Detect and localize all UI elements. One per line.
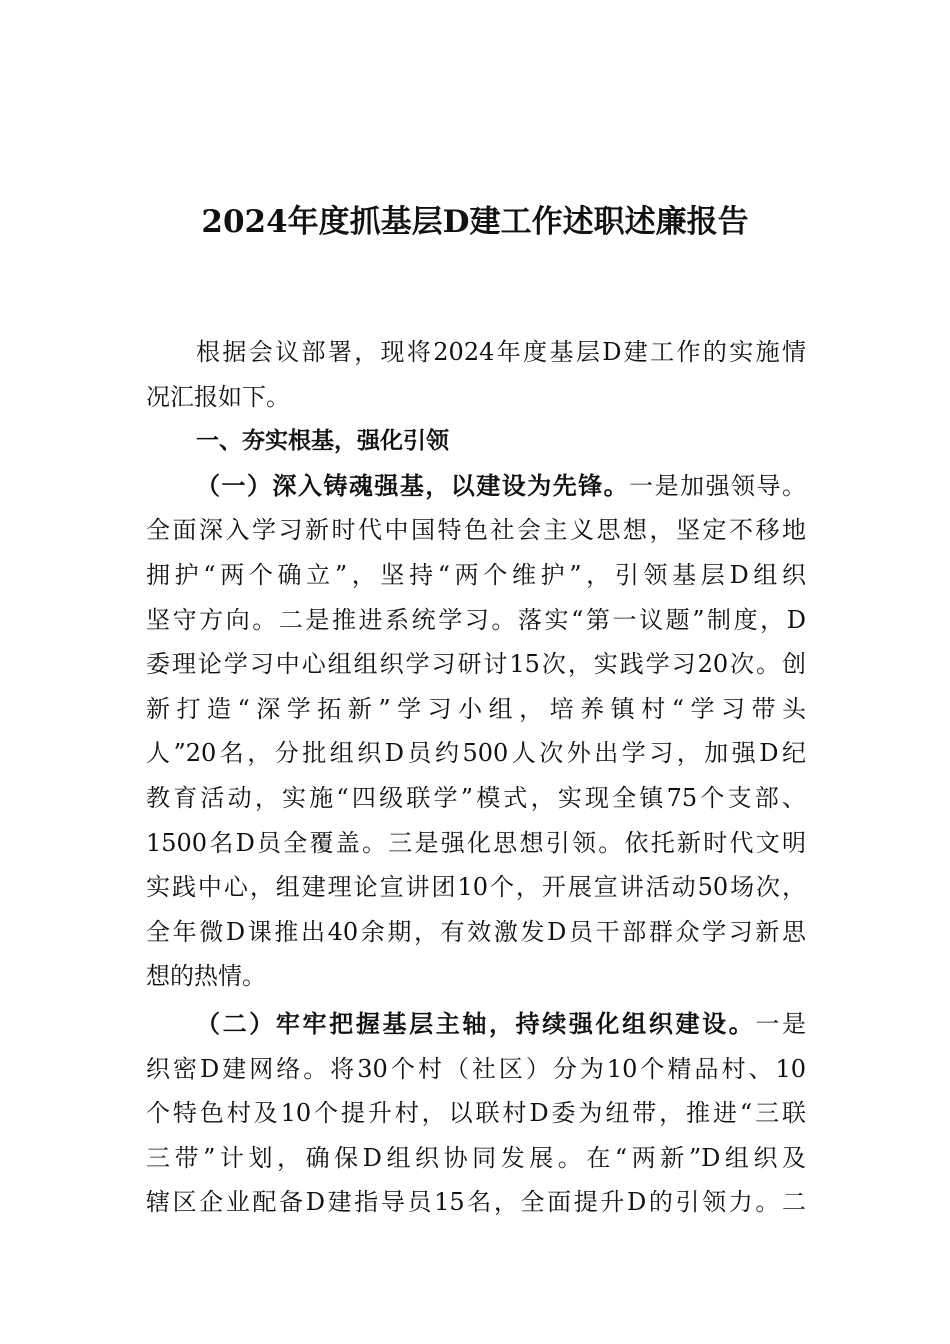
subsection-heading: （一）深入铸魂强基，以建设为先锋。: [196, 470, 630, 500]
intro-line: 况汇报如下。: [146, 382, 290, 411]
paragraph-line: 坚守方向。二是推进系统学习。落实“第一议题”制度，D: [146, 605, 806, 634]
paragraph-line: 全面深入学习新时代中国特色社会主义思想，坚定不移地: [146, 516, 806, 545]
document-title: 2024年度抓基层D建工作述职述廉报告: [201, 204, 749, 240]
document-body: [146, 330, 806, 1225]
paragraph-line: 新打造“深学拓新”学习小组，培养镇村“学习带头: [146, 694, 806, 723]
paragraph-text: 一是: [755, 1009, 807, 1038]
paragraph-line: 拥护“两个确立”，坚持“两个维护”，引领基层D组织: [146, 560, 806, 589]
paragraph-line: 人”20名，分批组织D员约500人次外出学习，加强D纪: [146, 739, 806, 768]
paragraph-line: 1500名D员全覆盖。三是强化思想引领。依托新时代文明: [146, 828, 806, 857]
paragraph-line: 教育活动，实施“四级联学”模式，实现全镇75个支部、: [146, 783, 806, 812]
paragraph-line: 辖区企业配备D建指导员15名，全面提升D的引领力。二: [146, 1188, 806, 1217]
paragraph-line: 实践中心，组建理论宣讲团10个，开展宣讲活动50场次，: [146, 873, 806, 902]
paragraph-line: 三带”计划，确保D组织协同发展。在“两新”D组织及: [146, 1143, 806, 1172]
paragraph-line: [146, 464, 806, 509]
paragraph-line: 全年微D课推出40余期，有效激发D员干部群众学习新思: [146, 917, 806, 946]
paragraph-line: [146, 1002, 806, 1047]
paragraph-text: 一是加强领导。: [629, 471, 807, 500]
paragraph-line: 织密D建网络。将30个村（社区）分为10个精品村、10: [146, 1054, 806, 1083]
paragraph-line: 想的热情。: [146, 962, 266, 991]
section-heading: 一、夯实根基，强化引领: [196, 428, 449, 455]
paragraph-line: 个特色村及10个提升村，以联村D委为纽带，推进“三联: [146, 1099, 806, 1128]
subsection-heading: （二）牢牢把握基层主轴，持续强化组织建设。: [196, 1008, 756, 1038]
paragraph-line: 委理论学习中心组组织学习研讨15次，实践学习20次。创: [146, 650, 806, 679]
intro-line: 根据会议部署，现将2024年度基层D建工作的实施情: [196, 338, 806, 366]
